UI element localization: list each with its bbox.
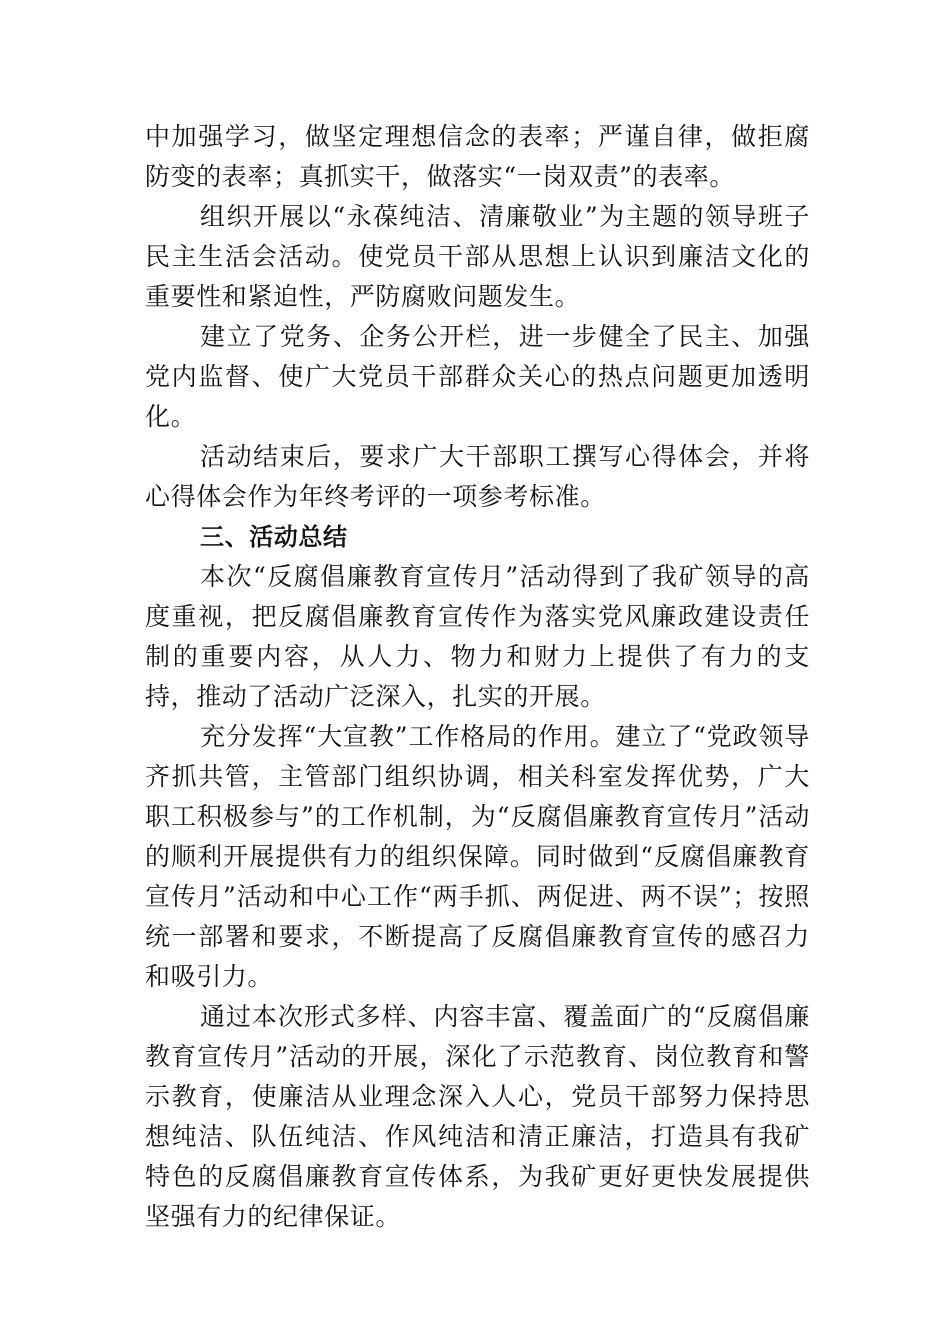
section-heading-summary: 三、活动总结 [200, 523, 348, 551]
paragraph-public-bulletin: 建立了党务、企务公开栏，进一步健全了民主、加强党内监督、使广大党员干部群众关心的热点问题更加透明化。 [145, 322, 810, 431]
document-body [145, 117, 810, 1237]
paragraph-summary-outcome: 通过本次形式多样、内容丰富、覆盖面广的“反腐倡廉教育宣传月”活动的开展，深化了示范教育、岗位教育和警示教育，使廉洁从业理念深入人心，党员干部努力保持思想纯洁、队伍纯洁、作风纯洁和清正廉洁，打造具有我矿特色的反腐倡廉教育宣传体系，为我矿更好更快发展提供坚强有力的纪律保证。 [145, 1002, 810, 1231]
paragraph-democratic-life-meeting: 组织开展以“永葆纯洁、清廉敬业”为主题的领导班子民主生活会活动。使党员干部从思想上认识到廉洁文化的重要性和紧迫性，严防腐败问题发生。 [145, 202, 810, 311]
paragraph-continuation: 中加强学习，做坚定理想信念的表率；严谨自律，做拒腐防变的表率；真抓实干，做落实“一岗双责”的表率。 [145, 122, 810, 191]
paragraph-summary-leadership: 本次“反腐倡廉教育宣传月”活动得到了我矿领导的高度重视，把反腐倡廉教育宣传作为落实党风廉政建设责任制的重要内容，从人力、物力和财力上提供了有力的支持，推动了活动广泛深入，扎实的开展。 [145, 562, 810, 711]
paragraph-experience-report: 活动结束后，要求广大干部职工撰写心得体会，并将心得体会作为年终考评的一项参考标准。 [145, 442, 810, 511]
paragraph-summary-mechanism: 充分发挥“大宣教”工作格局的作用。建立了“党政领导齐抓共管，主管部门组织协调，相关科室发挥优势，广大职工积极参与”的工作机制，为“反腐倡廉教育宣传月”活动的顺利开展提供有力的组织保障。同时做到“反腐倡廉教育宣传月”活动和中心工作“两手抓、两促进、两不误”；按照统一部署和要求，不断提高了反腐倡廉教育宣传的感召力和吸引力。 [145, 722, 810, 991]
